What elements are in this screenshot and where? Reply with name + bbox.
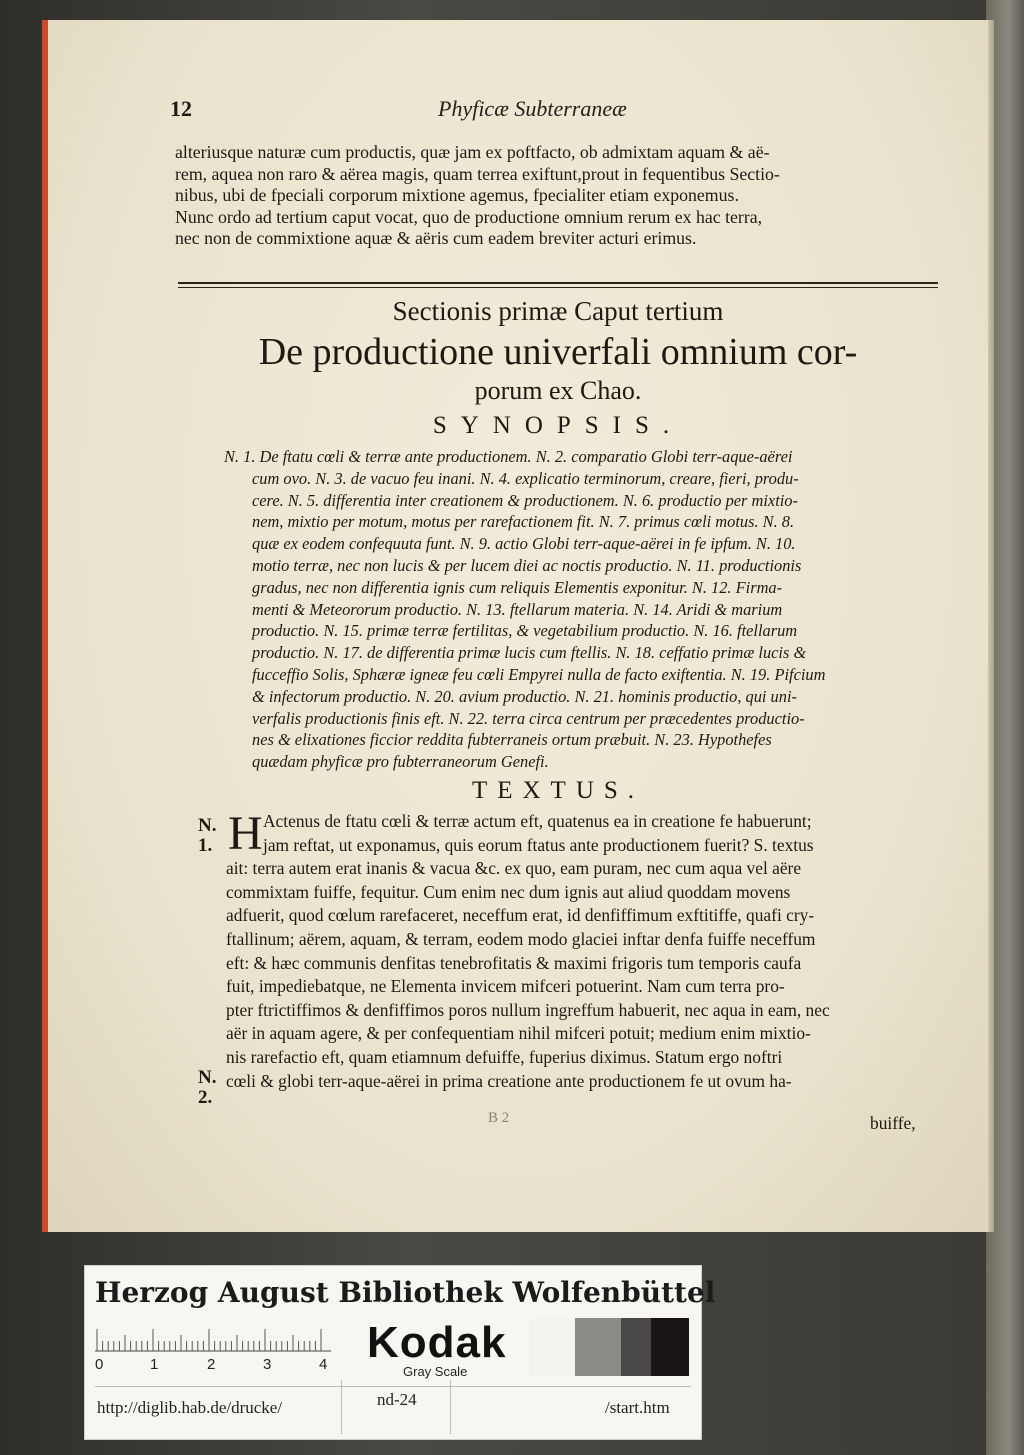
synopsis-line: gradus, nec non differentia ignis cum reliquis Elementis exponitur. N. 12. Firma- xyxy=(252,577,783,597)
synopsis-line: motio terræ, nec non lucis & per lucem diei ac noctis productio. N. 11. productionis xyxy=(252,555,802,575)
synopsis-line: productio. N. 17. de differentia primæ lucis cum ftellis. N. 18. ceffatio primæ lucis & xyxy=(252,643,807,663)
textus-heading: TEXTUS. xyxy=(471,777,645,804)
text-line: nibus, ubi de fpeciali corporum mixtione agemus, fpecialiter etiam exponemus. xyxy=(175,185,739,206)
text-line: nec non de commixtione aquæ & aëris cum eadem breviter acturi erimus. xyxy=(175,228,697,249)
synopsis-block xyxy=(224,446,940,773)
library-name: Herzog August Bibliothek Wolfenbüttel xyxy=(95,1276,716,1309)
synopsis-line: fucceffio Solis, Sphæræ igneæ feu cœli Empyrei nulla de facto exiftentia. N. 19. Pifcium xyxy=(252,664,826,684)
text-line: alteriusque naturæ cum productis, quæ jam ex poftfacto, ob admixtam aquam & aë- xyxy=(175,142,770,162)
ruler-ticks xyxy=(97,1329,321,1351)
text-line: Nunc ordo ad tertium caput vocat, quo de productione omnium rerum ex hac terra, xyxy=(175,206,763,227)
textus-line: ftallinum; aërem, aquam, & terram, eodem modo glaciei inftar denfa fuiffe neceffum xyxy=(226,928,816,949)
synopsis-heading: SYNOPSIS. xyxy=(432,412,684,439)
ruler-label: 3 xyxy=(263,1356,272,1373)
library-card xyxy=(84,1265,716,1440)
kodak-brand: Kodak xyxy=(367,1318,507,1367)
chapter-title-line-1: De productione univerfali omnium cor- xyxy=(258,331,858,373)
synopsis-line: nem, mixtio per motum, motus per rarefactionem fit. N. 7. primus cœli motus. N. 8. xyxy=(252,512,795,532)
synopsis-line: cum ovo. N. 3. de vacuo feu inani. N. 4. explicatio terminorum, creare, fieri, produ- xyxy=(252,468,799,488)
margin-note-label: N. xyxy=(198,815,217,836)
textus-line: aër in aquam agere, & per confequentiam nihil mifceri potuit; medium enim mixtio- xyxy=(226,1023,811,1044)
page-number: 12 xyxy=(170,96,192,121)
textus-line: ait: terra autem erat inanis & vacua &c. ex quo, eam puram, nec cum aqua vel aëre xyxy=(226,858,802,879)
catchword: buiffe, xyxy=(870,1113,916,1133)
textus-line: adfuerit, quod cœlum rarefaceret, neceffum erat, id denfiffimum exftitiffe, quafi cry- xyxy=(226,905,815,926)
swatch-mid-gray xyxy=(575,1318,621,1376)
margin-note-number: 2. xyxy=(198,1087,213,1108)
section-heading: Sectionis primæ Caput tertium xyxy=(392,296,724,326)
synopsis-line: menti & Meteororum productio. N. 13. ftellarum materia. N. 14. Aridi & marium xyxy=(252,599,783,619)
synopsis-line: quæ ex eodem confequuta funt. N. 9. actio Globi terr-aque-aërei in fe ipfum. N. 10. xyxy=(252,534,796,554)
page-gutter xyxy=(988,20,994,1232)
textus-line: commixtam fuiffe, fequitur. Cum enim nec dum ignis aut aliud quoddam movens xyxy=(226,881,791,902)
textus-line: pter ftrictiffimos & denfiffimos poros nullum ingreffum habuerit, nec aqua in eam, nec xyxy=(226,999,830,1020)
gray-scale-swatches xyxy=(529,1318,689,1376)
textus-line: nis rarefactio eft, quam etiamnum defuiffe, fuperius diximus. Statum ergo noftri xyxy=(226,1046,783,1067)
section-rule xyxy=(178,282,938,288)
textus-line: eft: & hæc communis denfitas tenebrofitatis & maximi frigoris tum temporis caufa xyxy=(226,952,802,973)
ruler-label: 2 xyxy=(207,1356,216,1373)
textus-block xyxy=(226,807,938,1093)
ruler-label: 1 xyxy=(150,1356,159,1373)
margin-note-label: N. xyxy=(198,1067,217,1088)
synopsis-line: cere. N. 5. differentia inter creationem & productionem. N. 6. productio per mixtio- xyxy=(252,490,798,510)
drop-cap: H xyxy=(228,807,263,860)
swatch-white xyxy=(529,1318,575,1376)
shelf-code: nd-24 xyxy=(377,1390,417,1409)
paragraph-top xyxy=(175,142,945,250)
gray-scale-label: Gray Scale xyxy=(403,1364,468,1379)
margin-note-n2 xyxy=(198,1068,216,1108)
swatch-dark-gray xyxy=(621,1318,651,1376)
chapter-title-line-2: porum ex Chao. xyxy=(474,376,642,405)
synopsis-line: productio. N. 15. primæ terræ fertilitas, & vegetabilium productio. N. 16. ftellarum xyxy=(252,621,798,641)
running-title: Phyficæ Subterraneæ xyxy=(438,96,627,121)
margin-note-number: 1. xyxy=(198,835,213,856)
synopsis-line: N. 1. De ftatu cœli & terræ ante productionem. N. 2. comparatio Globi terr-aque-aërei xyxy=(224,447,793,466)
synopsis-line: nes & elixationes ficcior reddita fubterraneis ortum præbuit. N. 23. Hypothefes xyxy=(252,730,772,750)
url-suffix: /start.htm xyxy=(605,1398,670,1417)
synopsis-line: quædam phyficæ pro fubterraneorum Genefi. xyxy=(252,752,549,772)
textus-line: Actenus de ftatu cœli & terræ actum eft, quatenus ea in creatione fe habuerunt; xyxy=(263,811,812,831)
textus-line: fuit, impediebatque, ne Elementa invicem mifceri potuerint. Nam cum terra pro- xyxy=(226,976,785,997)
textus-line: cœli & globi terr-aque-aërei in prima creatione ante productionem fe ut ovum ha- xyxy=(226,1070,792,1091)
margin-note-n1 xyxy=(198,816,216,856)
synopsis-line: verfalis productionis finis eft. N. 22. terra circa centrum per præcedentes productio- xyxy=(252,708,805,728)
synopsis-line: & infectorum productio. N. 20. avium productio. N. 21. hominis productio, qui uni- xyxy=(252,686,797,706)
url-prefix: http://diglib.hab.de/drucke/ xyxy=(97,1398,283,1417)
signature-mark: B 2 xyxy=(488,1110,510,1126)
running-head xyxy=(170,96,930,136)
text-line: rem, aquea non raro & aërea magis, quam terrea exiftunt,prout in fequentibus Sectio- xyxy=(175,163,780,184)
ruler-label: 0 xyxy=(95,1356,104,1373)
swatch-black xyxy=(651,1318,689,1376)
ruler-label: 4 xyxy=(319,1356,328,1373)
textus-line: jam reftat, ut exponamus, quis eorum ftatus ante productionem fuerit? S. textus xyxy=(263,834,814,855)
